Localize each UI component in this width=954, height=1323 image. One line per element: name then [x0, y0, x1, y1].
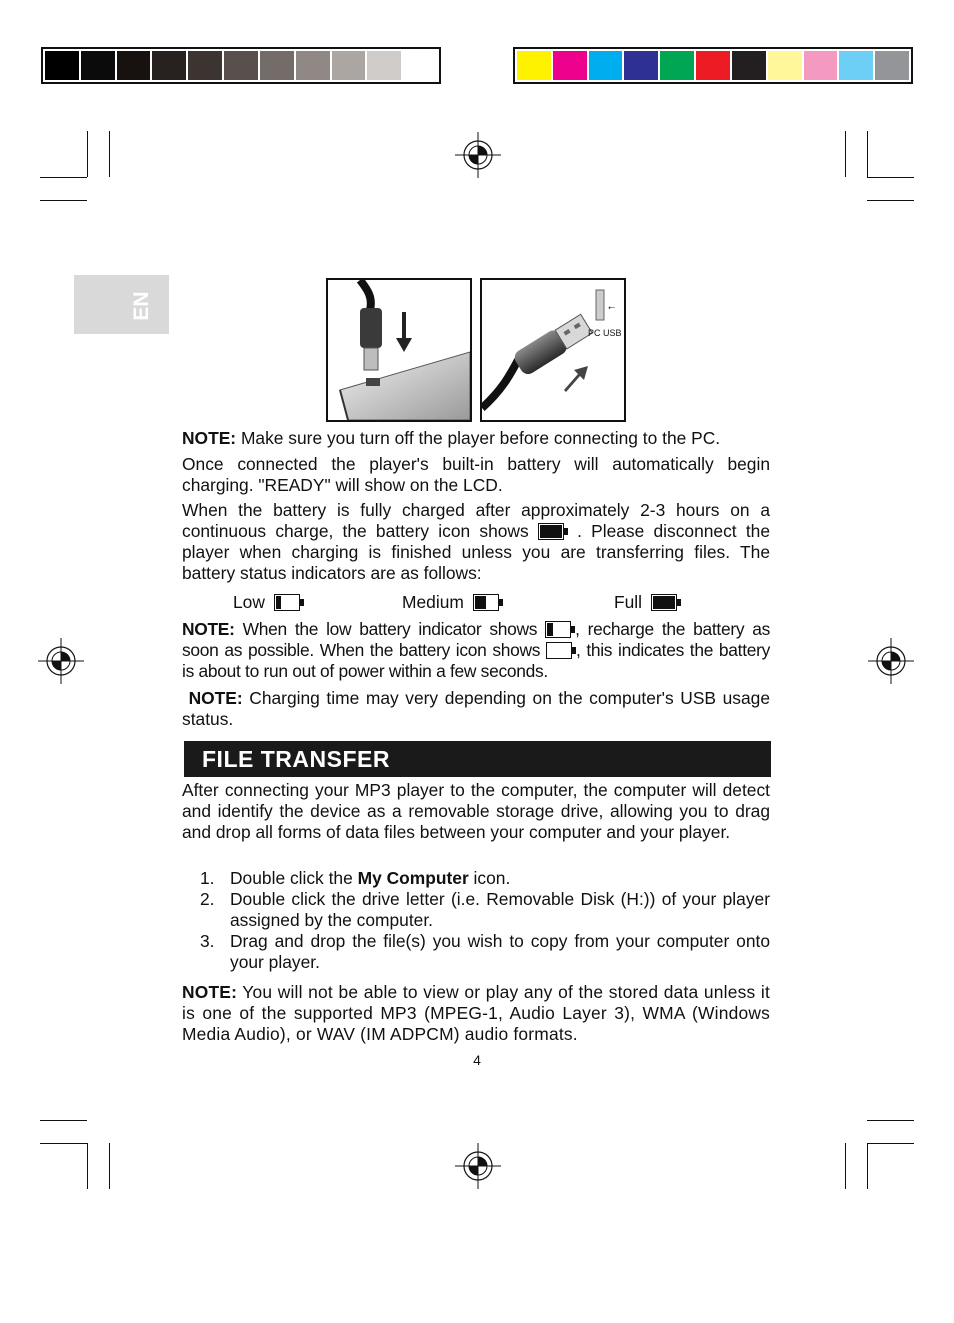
color-swatch-7: [732, 51, 766, 80]
level-label: Medium: [402, 592, 464, 612]
color-swatch-4: [624, 51, 658, 80]
battery-empty-icon: [546, 642, 576, 659]
registration-mark-top-icon: [455, 132, 501, 178]
note-text: Charging time may very depending on the computer's USB usage status.: [182, 688, 770, 729]
note-low-battery: [182, 619, 770, 682]
gray-swatch-9: [332, 51, 366, 80]
battery-low-icon: [274, 594, 304, 611]
gray-swatch-5: [188, 51, 222, 80]
gray-swatch-8: [296, 51, 330, 80]
step-item: [182, 931, 770, 973]
color-swatch-11: [875, 51, 909, 80]
note-label: NOTE:: [182, 428, 237, 448]
file-transfer-intro: After connecting your MP3 player to the computer, the computer will detect and identify the device as a removable storage drive, allowing you to drag and drop all forms of data files between your computer and your player.: [182, 780, 770, 842]
note-label: NOTE:: [182, 982, 238, 1002]
mini-usb-connection-figure: [326, 278, 472, 422]
gray-swatch-2: [81, 51, 115, 80]
note-text: , this indicates the battery is about to run out of power within a few seconds.: [182, 640, 770, 681]
registration-mark-right-icon: [868, 638, 914, 684]
battery-full-icon: [538, 523, 568, 540]
file-transfer-steps: [182, 868, 770, 973]
step-text: Double click the drive letter (i.e. Removable Disk (H:)) of your player assigned by the computer.: [230, 889, 770, 930]
battery-level-medium: [402, 592, 503, 613]
gray-swatch-11: [403, 51, 437, 80]
language-tab-label: EN: [130, 291, 153, 321]
battery-full-icon: [651, 594, 681, 611]
registration-mark-left-icon: [38, 638, 84, 684]
color-swatch-2: [553, 51, 587, 80]
pc-usb-connection-figure: [480, 278, 626, 422]
color-swatch-6: [696, 51, 730, 80]
paragraph-charging-begins: Once connected the player's built-in battery will automatically begin charging. "READY" will show on the LCD.: [182, 454, 770, 495]
step-text: Double click the: [230, 868, 358, 888]
paragraph-text: . Please disconnect the player when charging is finished unless you are transferring files. The battery status indicators are as follows:: [182, 521, 770, 583]
player-mini-usb-illustration: [328, 280, 470, 420]
usb-plug-illustration: [482, 280, 624, 420]
gray-swatch-6: [224, 51, 258, 80]
battery-medium-icon: [473, 594, 503, 611]
color-swatch-3: [589, 51, 623, 80]
note-charging-time: [182, 688, 770, 730]
battery-level-full: [614, 592, 681, 613]
note-text: When the low battery indicator shows: [234, 619, 546, 639]
page-number: 4: [473, 1052, 481, 1068]
color-swatch-10: [839, 51, 873, 80]
note-supported-formats: [182, 982, 770, 1045]
level-label: Low: [233, 592, 265, 612]
color-swatch-1: [517, 51, 551, 80]
pc-usb-label: PC USB: [588, 328, 622, 338]
step-bold-text: My Computer: [357, 868, 469, 888]
gray-swatch-3: [117, 51, 151, 80]
color-swatch-9: [804, 51, 838, 80]
step-item: [182, 868, 770, 889]
note-label: NOTE:: [188, 688, 243, 708]
level-label: Full: [614, 592, 643, 612]
step-number: 2.: [200, 889, 215, 909]
step-text: icon.: [468, 868, 511, 888]
note-text: Make sure you turn off the player before connecting to the PC.: [236, 428, 721, 448]
step-number: 3.: [200, 931, 215, 951]
gray-swatch-1: [45, 51, 79, 80]
step-text: Drag and drop the file(s) you wish to copy from your computer onto your player.: [230, 931, 770, 972]
step-item: [182, 889, 770, 931]
paragraph-text: When the battery is fully charged after approximately 2-3 hours on a continuous charge, the battery icon shows: [182, 500, 770, 541]
gray-swatch-10: [367, 51, 401, 80]
color-swatch-8: [768, 51, 802, 80]
paragraph-full-charge: [182, 500, 770, 584]
step-number: 1.: [200, 868, 215, 888]
registration-mark-bottom-icon: [455, 1143, 501, 1189]
battery-level-low: [233, 592, 304, 613]
gray-swatch-7: [260, 51, 294, 80]
color-swatch-5: [660, 51, 694, 80]
note-turn-off-player: [182, 428, 770, 449]
section-heading: [184, 741, 771, 777]
gray-swatch-4: [152, 51, 186, 80]
note-text: You will not be able to view or play any of the stored data unless it is one of the supported MP3 (MPEG-1, Audio Layer 3), WMA (Windows Media Audio), or WAV (IM ADPCM) audio formats.: [182, 982, 770, 1044]
section-heading-label: FILE TRANSFER: [202, 746, 390, 772]
color-calibration-bar: [513, 47, 913, 84]
note-text: , recharge the battery as soon as possible. When the battery icon shows: [182, 619, 770, 660]
note-label: NOTE:: [182, 619, 235, 639]
grayscale-calibration-bar: [41, 47, 441, 84]
battery-low-icon: [545, 621, 575, 638]
language-tab: [74, 275, 169, 334]
usb-symbol-icon: ⭠: [608, 303, 616, 313]
